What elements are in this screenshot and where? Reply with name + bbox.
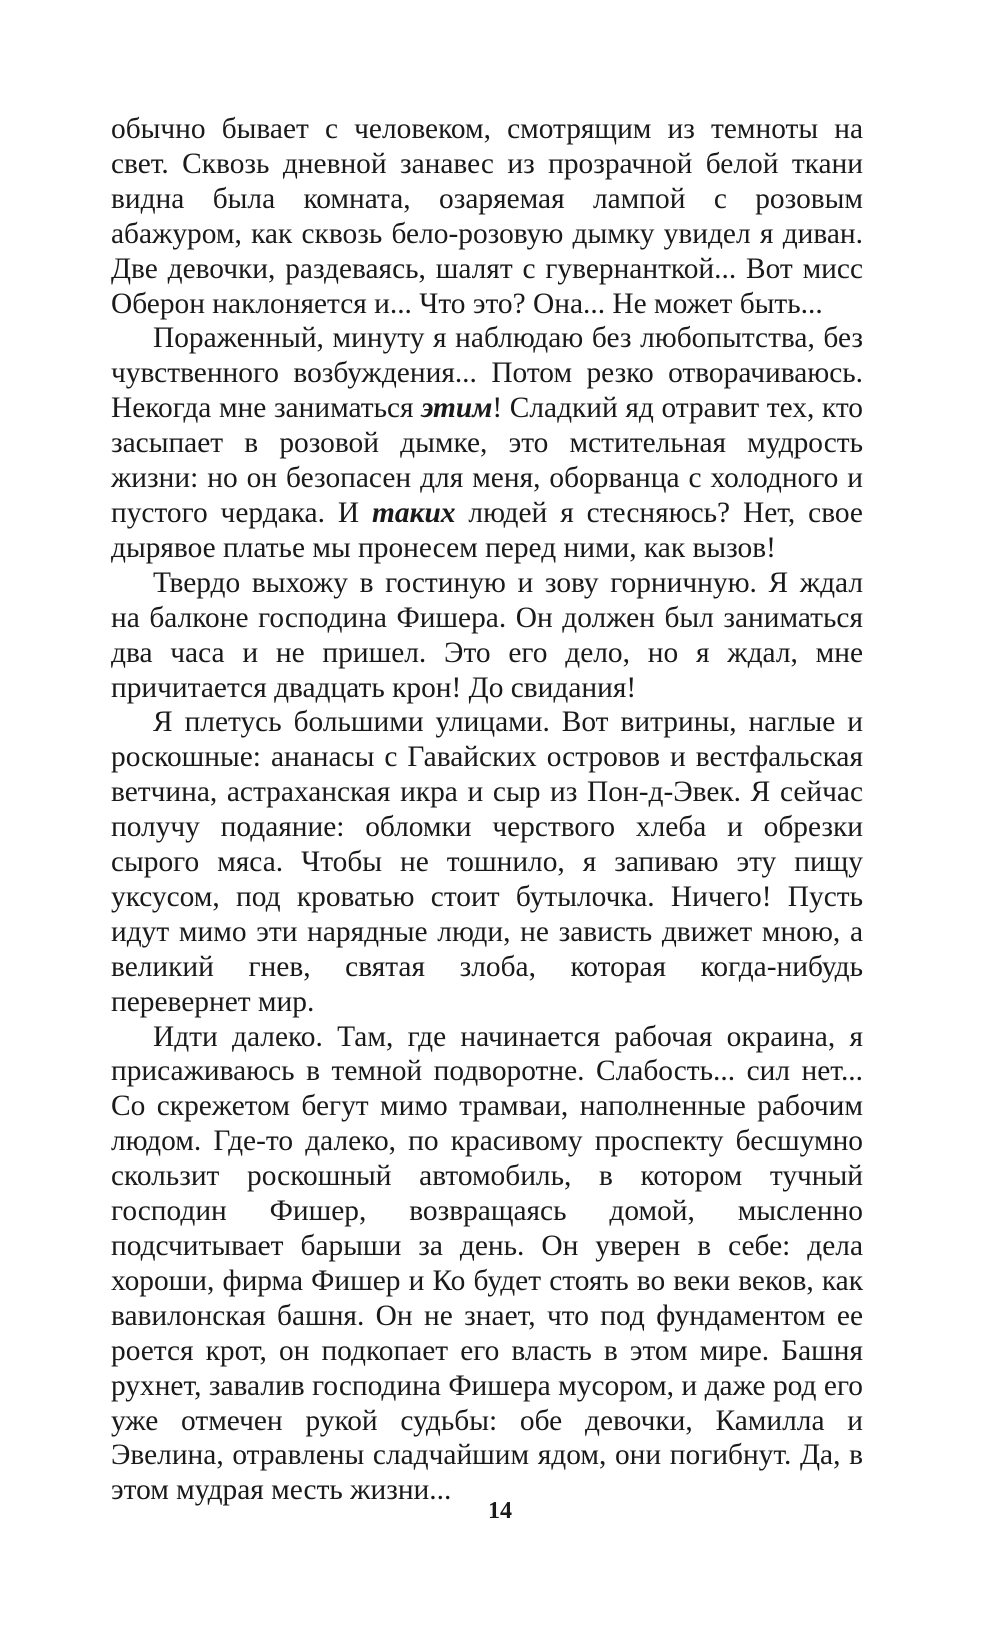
paragraph	[111, 321, 863, 565]
paragraph-text: обычно бывает с человеком, смотрящим из темноты на свет. Сквозь дневной занавес из прозрачной белой ткани видна была комната, озаряемая лампой с розовым абажуром, как сквозь бело-розовую дымку увидел я диван. Две девочки, раздеваясь, шалят с гувернанткой... Вот мисс Оберон наклоняется и... Что это? Она... Не может быть...	[111, 113, 863, 320]
paragraph-text: людей я стесняюсь? Нет, свое дырявое платье мы пронесем перед ними, как вызов!	[111, 496, 863, 564]
paragraph	[111, 705, 863, 1019]
page-number: 14	[488, 1498, 512, 1524]
paragraph-text: Идти далеко. Там, где начинается рабочая окраина, я присаживаюсь в темной подворотне. Слабость... сил нет... Со скрежетом бегут мимо трамваи, наполненные рабочим людом. Где-то далеко, по красивому проспекту бесшумно скользит роскошный автомобиль, в котором тучный господин Фишер, возвращаясь домой, мысленно подсчитывает барыши за день. Он уверен в себе: дела хороши, фирма Фишер и Ко будет стоять во веки веков, как вавилонская башня. Он не знает, что под фундаментом ее роется крот, он подкопает его власть в этом мире. Башня рухнет, завалив господина Фишера мусором, и даже род его уже отмечен рукой судьбы: обе девочки, Камилла и Эвелина, отравлены сладчайшим ядом, они погибнут. Да, в этом мудрая месть жизни...	[111, 1020, 863, 1507]
paragraph-text: ! Сладкий яд отравит тех, кто засыпает в розовой дымке, это мстительная мудрость жизни: но он безопасен для меня, оборванца с холодного и пустого чердака. И	[111, 392, 863, 529]
emphasized-word: таких	[372, 496, 456, 529]
emphasized-word: этим	[421, 392, 493, 425]
page-body-text	[111, 112, 863, 1508]
paragraph-text: Твердо выхожу в гостиную и зову горничную. Я ждал на балконе господина Фишера. Он должен был заниматься два часа и не пришел. Это его дело, но я ждал, мне причитается двадцать крон! До свидания!	[111, 566, 863, 704]
paragraph	[111, 566, 863, 706]
paragraph	[111, 1020, 863, 1509]
paragraph	[111, 112, 863, 321]
paragraph-text: Пораженный, минуту я наблюдаю без любопытства, без чувственного возбуждения... Потом резко отворачиваюсь. Некогда мне заниматься	[111, 322, 863, 425]
paragraph-text: Я плетусь большими улицами. Вот витрины, наглые и роскошные: ананасы с Гавайских островов и вестфальская ветчина, астраханская икра и сыр из Пон-д-Эвек. Я сейчас получу подаяние: обломки черствого хлеба и обрезки сырого мяса. Чтобы не тошнило, я запиваю эту пищу уксусом, под кроватью стоит бутылочка. Ничего! Пусть идут мимо эти нарядные люди, не зависть движет мною, а великий гнев, святая злоба, которая когда-нибудь перевернет мир.	[111, 706, 863, 1018]
